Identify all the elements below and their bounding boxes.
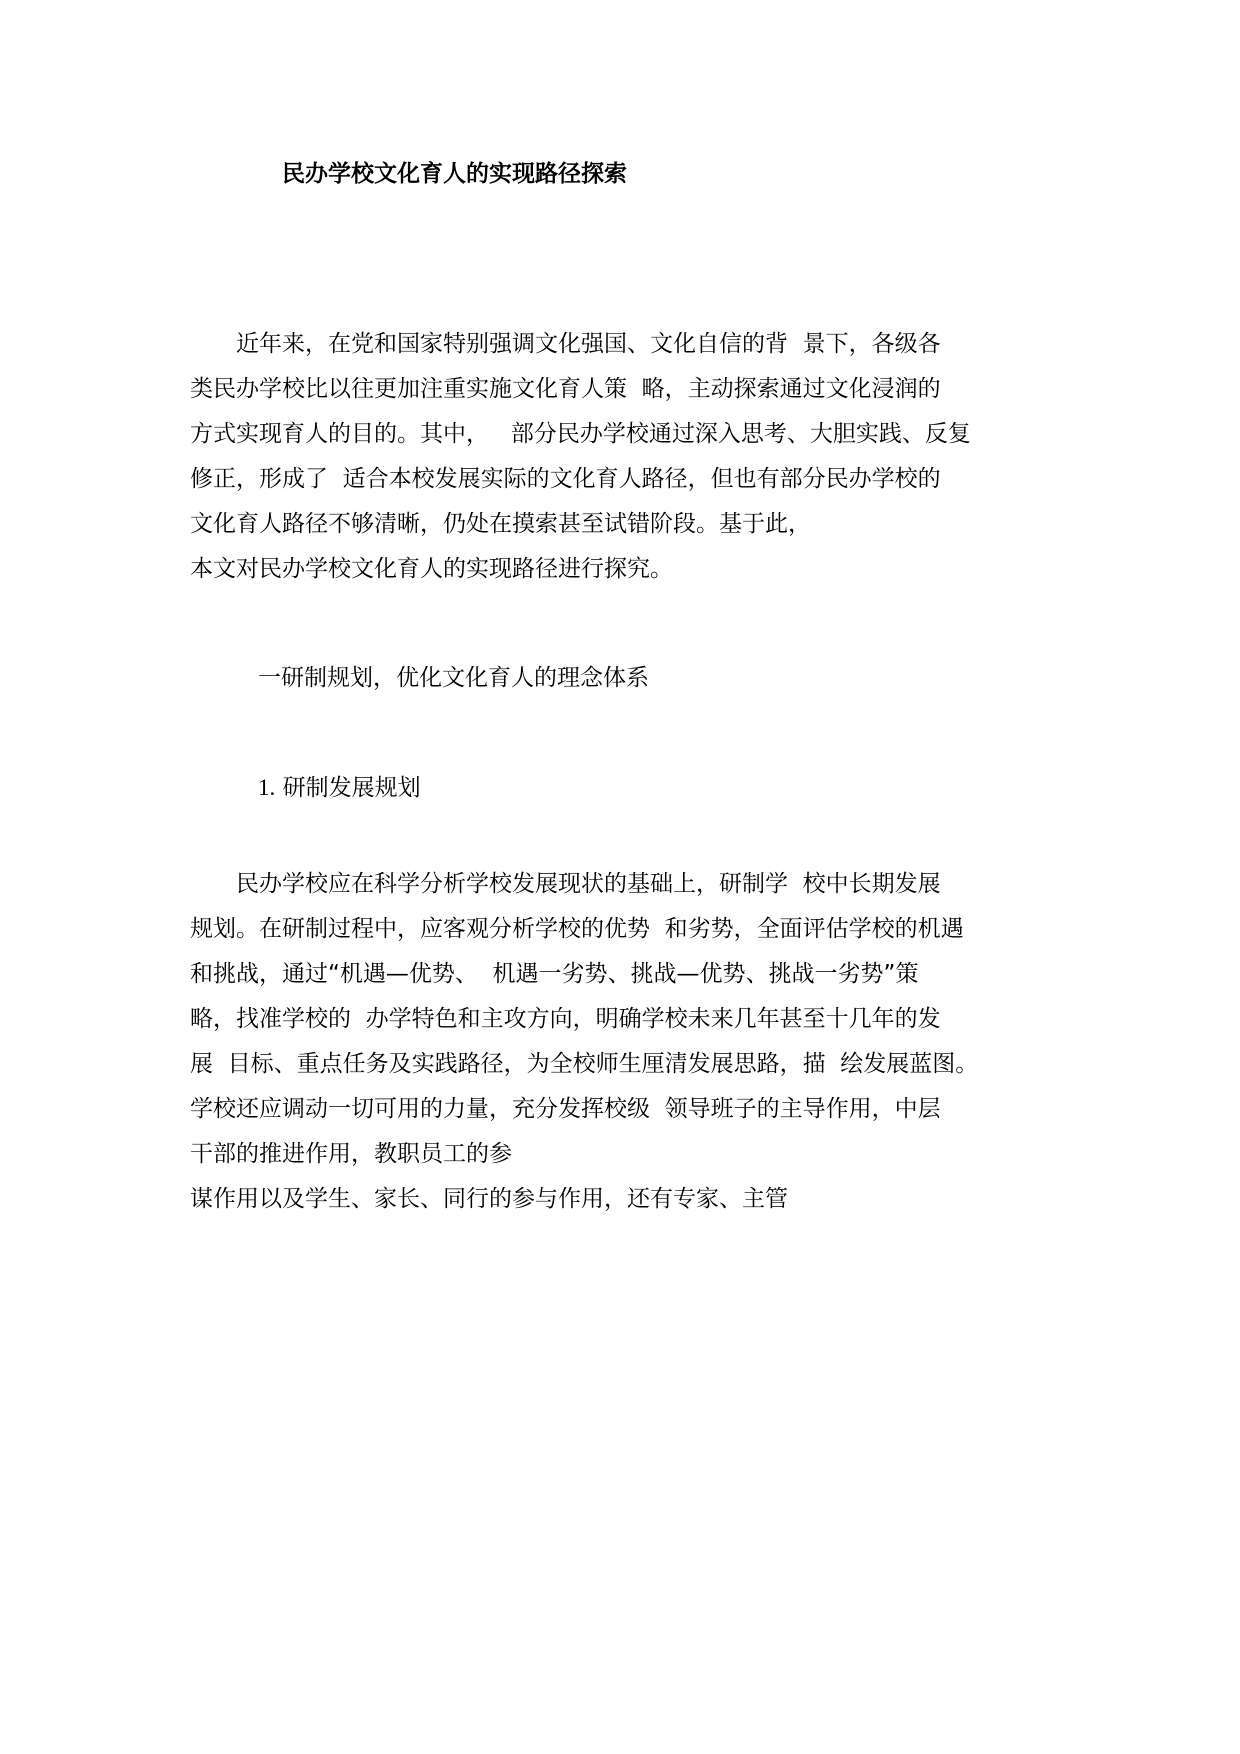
paragraph-line: 修正，形成了 适合本校发展实际的文化育人路径，但也有部分民办学校的 — [190, 466, 941, 492]
subsection-number: 1. — [258, 775, 276, 800]
paragraph-line: 本文对民办学校文化育人的实现路径进行探究。 — [190, 556, 673, 582]
paragraph-line: 学校还应调动一切可用的力量，充分发挥校级 领导班子的主导作用，中层 — [190, 1096, 941, 1122]
paragraph-line: 谋作用以及学生、家长、同行的参与作用，还有专家、主管 — [190, 1186, 788, 1212]
paragraph-line: 和挑战，通过“机遇—优势、 机遇一劣势、挑战—优势、挑战一劣势”策 — [190, 961, 919, 987]
document-title: 民办学校文化育人的实现路径探索 — [282, 161, 627, 187]
section-heading: 一研制规划，优化文化育人的理念体系 — [258, 665, 649, 691]
subsection-heading — [258, 770, 421, 806]
paragraph-line: 文化育人路径不够清晰，仍处在摸索甚至试错阶段。基于此， — [190, 511, 811, 537]
paragraph-line: 干部的推进作用，教职员工的参 — [190, 1141, 512, 1167]
paragraph-line: 展 目标、重点任务及实践路径，为全校师生厘清发展思路，描 绘发展蓝图。 — [190, 1051, 979, 1077]
paragraph-line: 方式实现育人的目的。其中， 部分民办学校通过深入思考、大胆实践、反复 — [190, 421, 971, 447]
subsection-title: 研制发展规划 — [282, 775, 421, 801]
paragraph-line: 近年来，在党和国家特别强调文化强国、文化自信的背 景下，各级各 — [190, 331, 941, 357]
paragraph-line: 民办学校应在科学分析学校发展现状的基础上，研制学 校中长期发展 — [190, 871, 941, 897]
paragraph-line: 规划。在研制过程中，应客观分析学校的优势 和劣势，全面评估学校的机遇 — [190, 916, 964, 942]
intro-paragraph — [190, 322, 1090, 592]
body-paragraph — [190, 862, 1090, 1222]
paragraph-line: 类民办学校比以往更加注重实施文化育人策 略，主动探索通过文化浸润的 — [190, 376, 941, 402]
paragraph-line: 略，找准学校的 办学特色和主攻方向，明确学校未来几年甚至十几年的发 — [190, 1006, 941, 1032]
